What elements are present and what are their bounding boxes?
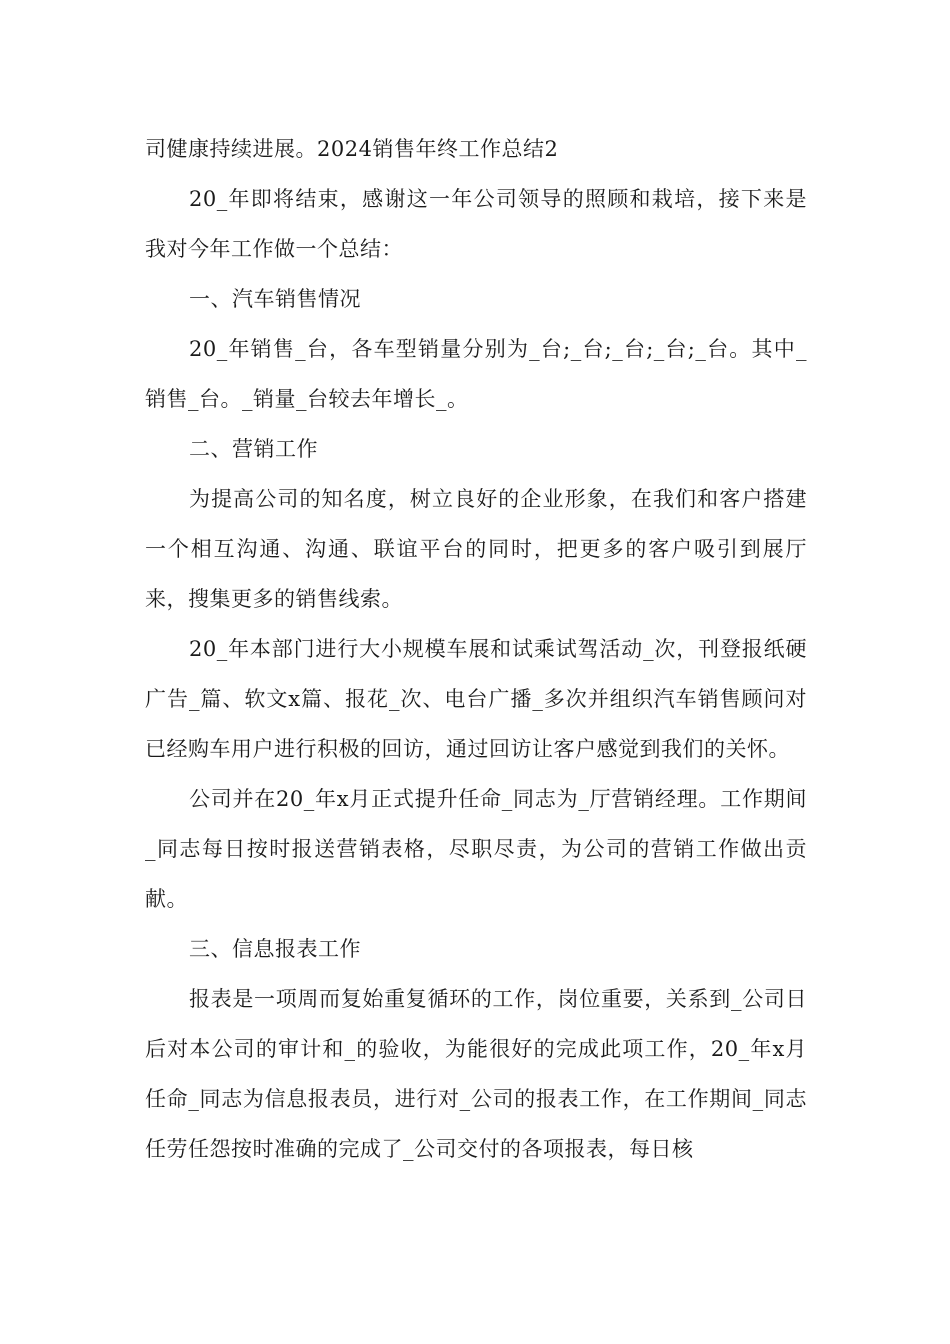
paragraph-marketing-manager: 公司并在20_年x月正式提升任命_同志为_厅营销经理。工作期间_同志每日按时报送营销表格，尽职尽责，为公司的营销工作做出贡献。 (145, 787, 807, 911)
paragraph-marketing-activities: 20_年本部门进行大小规模车展和试乘试驾活动_次，刊登报纸硬广告_篇、软文x篇、报花_次、电台广播_多次并组织汽车销售顾问对已经购车用户进行积极的回访，通过回访让客户感觉到我们的关怀。 (145, 637, 807, 761)
document-page (145, 124, 807, 1174)
paragraph-car-sales: 20_年销售_台，各车型销量分别为_台;_台;_台;_台;_台。其中_销售_台。_销量_台较去年增长_。 (145, 337, 807, 411)
paragraph-marketing-goal: 为提高公司的知名度，树立良好的企业形象，在我们和客户搭建一个相互沟通、沟通、联谊平台的同时，把更多的客户吸引到展厅来，搜集更多的销售线索。 (145, 487, 807, 611)
section-heading-marketing: 二、营销工作 (189, 437, 318, 461)
paragraph-continuation: 司健康持续进展。2024销售年终工作总结2 (145, 137, 559, 161)
paragraph-reports: 报表是一项周而复始重复循环的工作，岗位重要，关系到_公司日后对本公司的审计和_的验收，为能很好的完成此项工作，20_年x月任命_同志为信息报表员，进行对_公司的报表工作，在工作期间_同志任劳任怨按时准确的完成了_公司交付的各项报表，每日核 (145, 987, 807, 1161)
paragraph-intro: 20_年即将结束，感谢这一年公司领导的照顾和栽培，接下来是我对今年工作做一个总结： (145, 187, 807, 261)
section-heading-reports: 三、信息报表工作 (189, 937, 361, 961)
section-heading-car-sales: 一、汽车销售情况 (189, 287, 361, 311)
